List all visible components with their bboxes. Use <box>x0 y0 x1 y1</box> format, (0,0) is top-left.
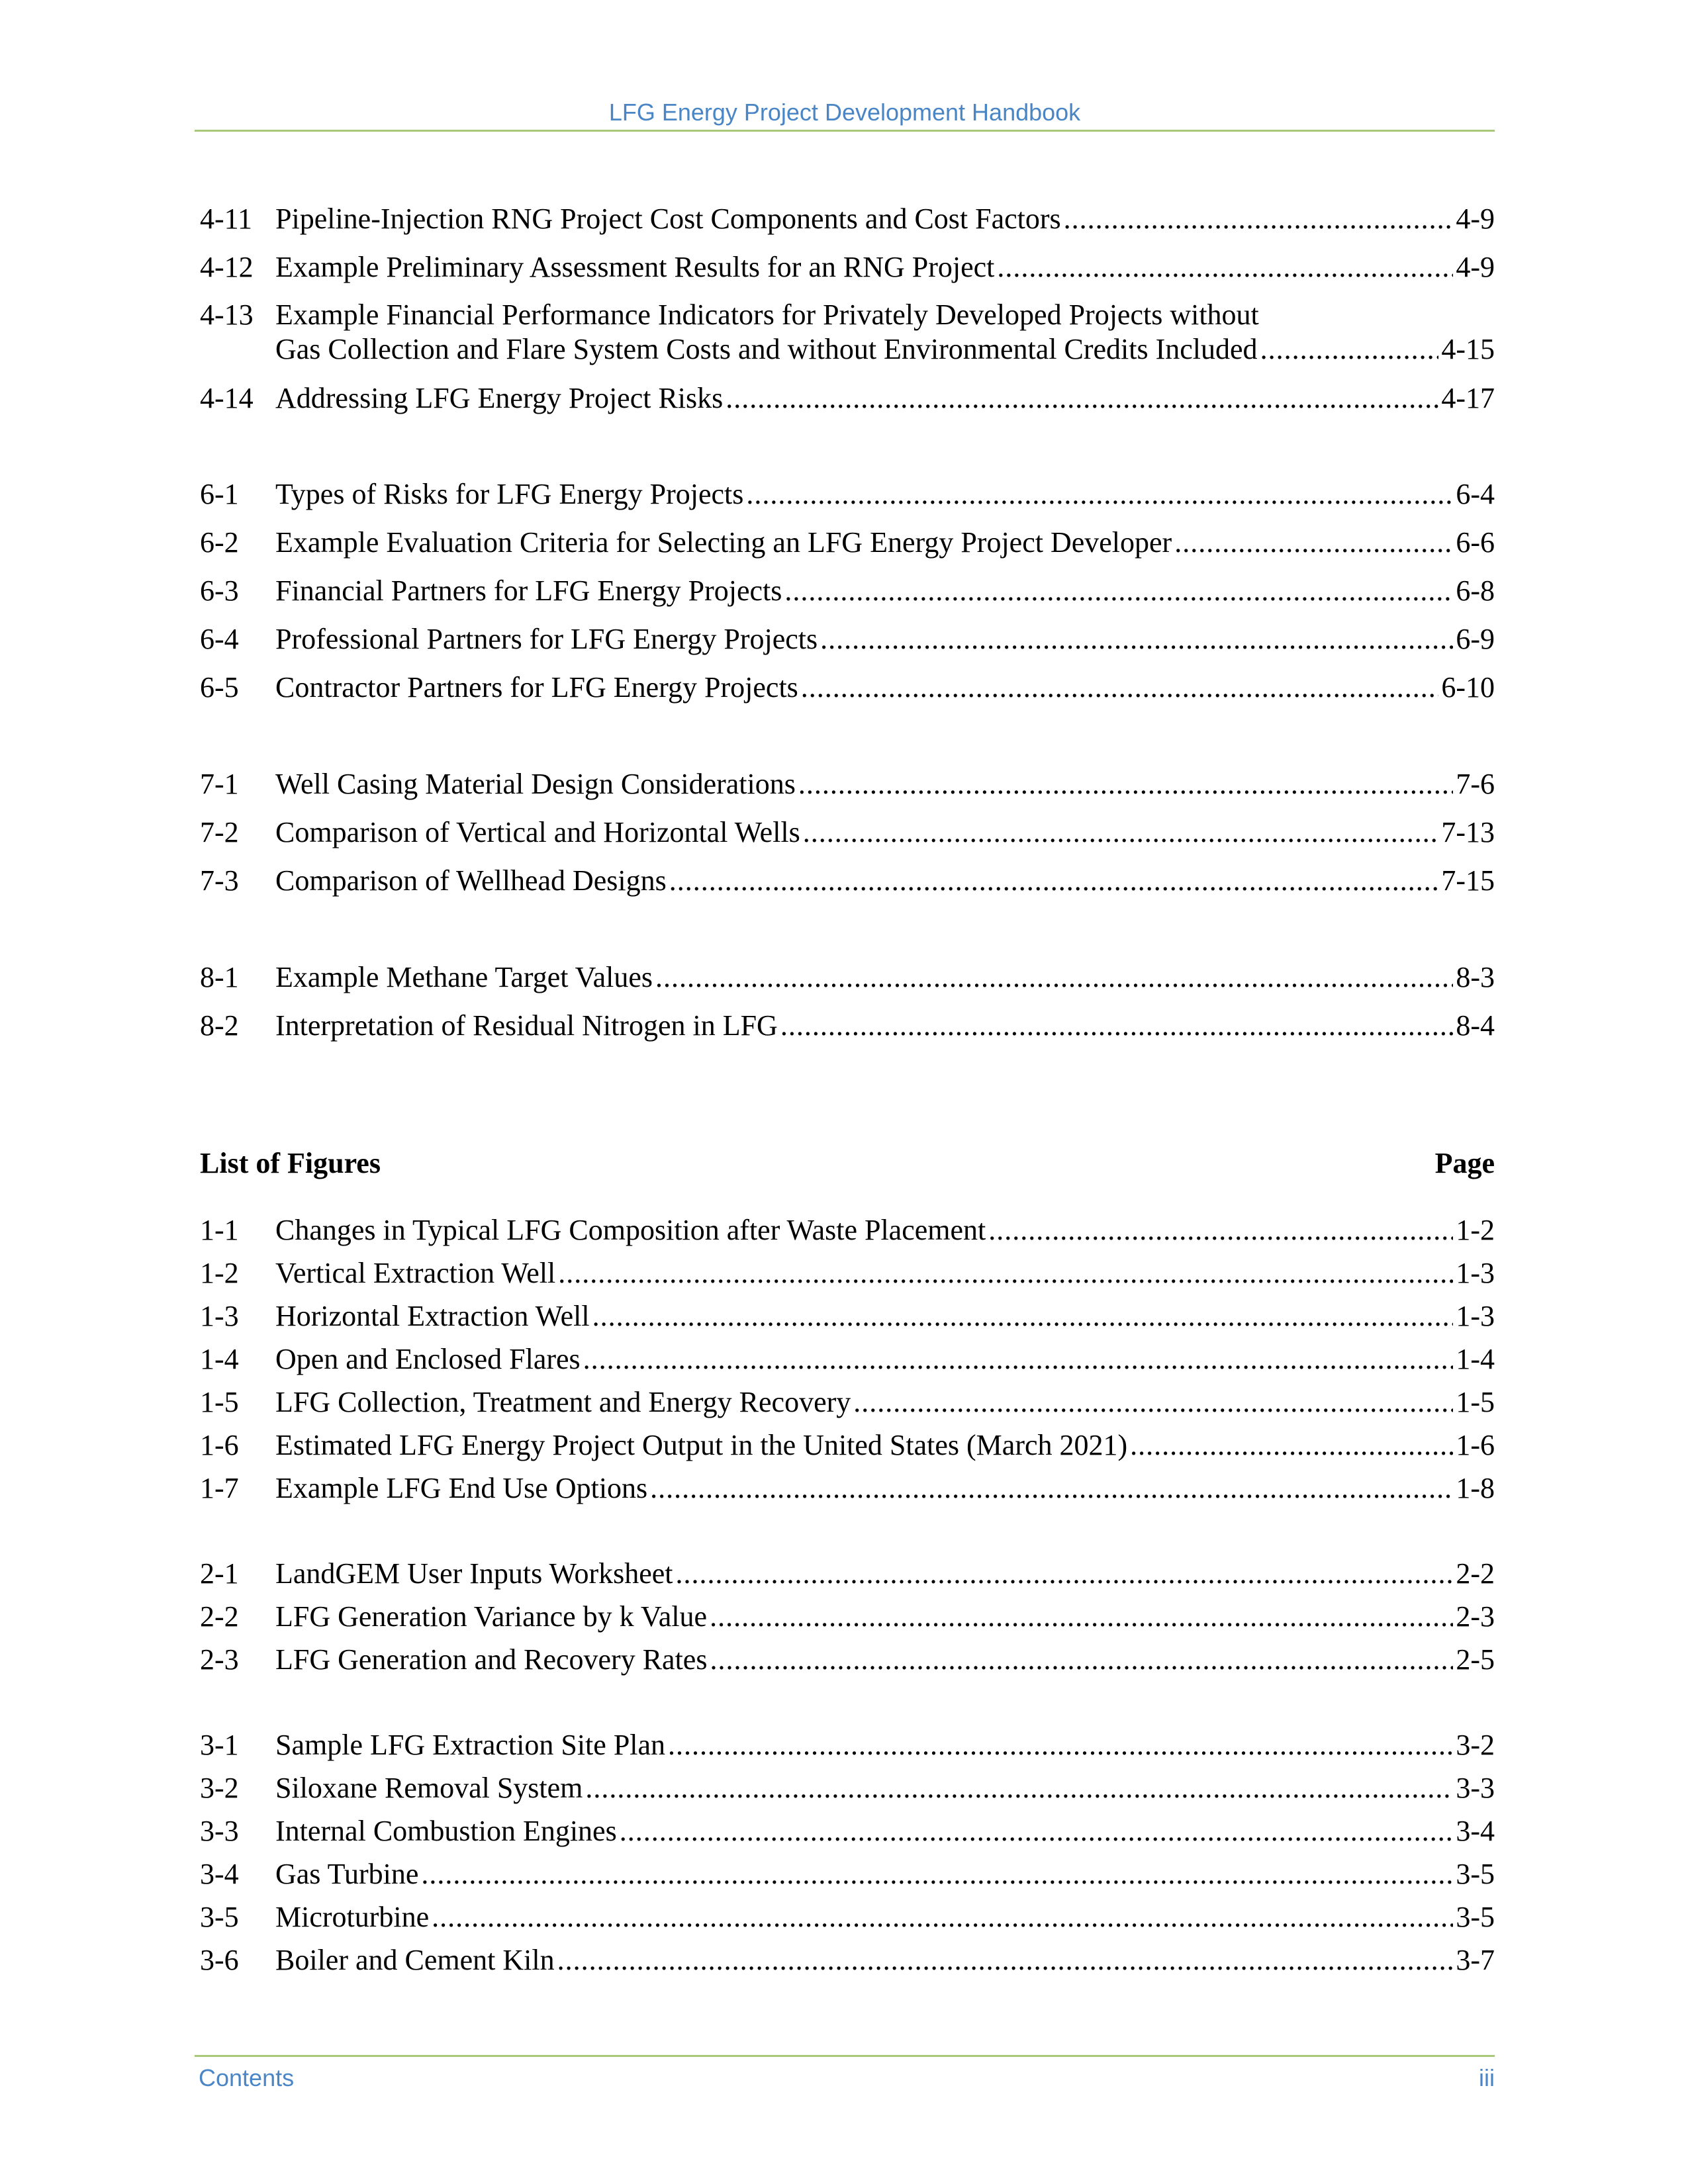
entry-page-number: 1-3 <box>1456 1300 1495 1332</box>
header-divider <box>195 130 1495 132</box>
entry-number: 3-4 <box>200 1858 239 1890</box>
dot-leaders <box>620 1814 1454 1848</box>
dot-leaders <box>820 622 1453 657</box>
entry-page-number: 1-2 <box>1456 1214 1495 1246</box>
page-column-heading: Page <box>1434 1147 1495 1179</box>
dot-leaders <box>432 1900 1453 1934</box>
dot-leaders <box>803 815 1439 850</box>
toc-entry[interactable] <box>200 1900 1495 1934</box>
toc-entry[interactable] <box>200 1299 1495 1334</box>
entry-page-number: 6-6 <box>1456 526 1495 559</box>
entry-number: 2-1 <box>200 1557 239 1590</box>
entry-number: 2-2 <box>200 1600 239 1633</box>
entry-title: LFG Generation Variance by k Value <box>275 1600 708 1633</box>
entry-page-number: 6-9 <box>1456 623 1495 655</box>
list-of-figures-heading <box>200 1146 1495 1181</box>
toc-entry[interactable] <box>200 574 1495 608</box>
entry-page-number: 3-5 <box>1456 1858 1495 1890</box>
entry-page-number: 2-5 <box>1456 1643 1495 1676</box>
running-header: LFG Energy Project Development Handbook <box>608 99 1081 126</box>
entry-number: 6-2 <box>200 526 239 559</box>
entry-page-number: 6-4 <box>1456 478 1495 510</box>
toc-entry[interactable] <box>200 1256 1495 1291</box>
entry-title: Example Methane Target Values <box>275 961 653 993</box>
dot-leaders <box>421 1857 1453 1891</box>
dot-leaders <box>558 1256 1453 1291</box>
entry-title: LandGEM User Inputs Worksheet <box>275 1557 673 1590</box>
dot-leaders <box>746 477 1453 512</box>
entry-title: Sample LFG Extraction Site Plan <box>275 1729 666 1761</box>
entry-page-number: 7-15 <box>1441 864 1495 897</box>
entry-number: 4-11 <box>200 203 253 235</box>
entry-number: 4-14 <box>200 382 254 414</box>
toc-entry[interactable] <box>200 960 1495 995</box>
dot-leaders <box>997 250 1453 285</box>
entry-number: 7-1 <box>200 768 239 800</box>
toc-entry[interactable] <box>200 1643 1495 1677</box>
entry-title: Gas Collection and Flare System Costs and without Environmental Credits Included <box>275 333 1258 365</box>
dot-leaders <box>710 1643 1453 1677</box>
dot-leaders <box>557 1943 1454 1978</box>
toc-entry[interactable] <box>200 525 1495 560</box>
toc-entry[interactable] <box>200 1342 1495 1377</box>
entry-number: 1-4 <box>200 1343 239 1375</box>
entry-title: Boiler and Cement Kiln <box>275 1944 555 1976</box>
dot-leaders <box>710 1600 1453 1634</box>
entry-page-number: 1-6 <box>1456 1429 1495 1461</box>
dot-leaders <box>1174 525 1453 560</box>
entry-title: Comparison of Vertical and Horizontal Wells <box>275 816 800 848</box>
toc-entry[interactable] <box>200 1557 1495 1591</box>
dot-leaders <box>1260 332 1439 367</box>
entry-title: Example Preliminary Assessment Results for an RNG Project <box>275 251 995 283</box>
entry-page-number: 4-9 <box>1456 203 1495 235</box>
dot-leaders <box>988 1213 1453 1248</box>
entry-title: Horizontal Extraction Well <box>275 1300 590 1332</box>
toc-entry[interactable] <box>200 1385 1495 1420</box>
entry-page-number: 7-6 <box>1456 768 1495 800</box>
entry-title: Example Evaluation Criteria for Selecting an LFG Energy Project Developer <box>275 526 1172 559</box>
entry-page-number: 4-17 <box>1441 382 1495 414</box>
dot-leaders <box>669 864 1439 898</box>
entry-number: 1-6 <box>200 1429 239 1461</box>
entry-number: 1-7 <box>200 1472 239 1504</box>
toc-entry[interactable] <box>200 202 1495 236</box>
entry-page-number: 3-2 <box>1456 1729 1495 1761</box>
entry-title: Estimated LFG Energy Project Output in the United States (March 2021) <box>275 1429 1128 1461</box>
dot-leaders <box>784 574 1453 608</box>
footer-divider <box>195 2055 1495 2057</box>
entry-page-number: 1-8 <box>1456 1472 1495 1504</box>
entry-number: 3-6 <box>200 1944 239 1976</box>
entry-title: Internal Combustion Engines <box>275 1815 617 1847</box>
entry-title: Microturbine <box>275 1901 430 1933</box>
entry-page-number: 3-5 <box>1456 1901 1495 1933</box>
dot-leaders <box>668 1728 1453 1762</box>
entry-page-number: 8-4 <box>1456 1009 1495 1042</box>
entry-number: 1-3 <box>200 1300 239 1332</box>
entry-number: 1-5 <box>200 1386 239 1418</box>
dot-leaders <box>592 1299 1454 1334</box>
dot-leaders <box>801 670 1439 705</box>
toc-entry[interactable] <box>200 767 1495 801</box>
entry-page-number: 4-15 <box>1441 333 1495 365</box>
toc-entry[interactable] <box>200 477 1495 512</box>
entry-number: 4-12 <box>200 251 254 283</box>
entry-page-number: 2-3 <box>1456 1600 1495 1633</box>
toc-entry[interactable] <box>200 1728 1495 1762</box>
entry-number: 6-5 <box>200 671 239 704</box>
toc-entry[interactable] <box>200 1009 1495 1043</box>
entry-number: 8-1 <box>200 961 239 993</box>
entry-number: 1-2 <box>200 1257 239 1289</box>
entry-title: Professional Partners for LFG Energy Projects <box>275 623 818 655</box>
toc-entry[interactable] <box>200 381 1495 416</box>
entry-number: 6-3 <box>200 574 239 607</box>
entry-number: 3-2 <box>200 1772 239 1804</box>
entry-page-number: 4-9 <box>1456 251 1495 283</box>
dot-leaders <box>1064 202 1454 236</box>
toc-entry[interactable] <box>200 250 1495 285</box>
dot-leaders <box>798 767 1453 801</box>
toc-entry[interactable] <box>200 864 1495 898</box>
dot-leaders <box>650 1471 1453 1506</box>
dot-leaders <box>655 960 1453 995</box>
entry-page-number: 7-13 <box>1441 816 1495 848</box>
entry-title: LFG Generation and Recovery Rates <box>275 1643 708 1676</box>
dot-leaders <box>1130 1428 1453 1463</box>
entry-title: Pipeline-Injection RNG Project Cost Components and Cost Factors <box>275 203 1061 235</box>
toc-entry[interactable] <box>200 622 1495 657</box>
toc-entry[interactable] <box>200 815 1495 850</box>
entry-title-line-1: Example Financial Performance Indicators for Privately Developed Projects without <box>275 298 1259 331</box>
entry-number: 3-5 <box>200 1901 239 1933</box>
toc-entry[interactable] <box>200 298 1495 367</box>
footer-section: Contents <box>199 2064 295 2091</box>
entry-number: 2-3 <box>200 1643 239 1676</box>
toc-entry[interactable] <box>200 1428 1495 1463</box>
toc-entry[interactable] <box>200 1771 1495 1805</box>
entry-title: Gas Turbine <box>275 1858 419 1890</box>
footer-page-number: iii <box>1479 2064 1495 2091</box>
dot-leaders <box>853 1385 1453 1420</box>
dot-leaders <box>676 1557 1454 1591</box>
entry-page-number: 6-10 <box>1441 671 1495 704</box>
entry-title: Open and Enclosed Flares <box>275 1343 581 1375</box>
entry-title: Types of Risks for LFG Energy Projects <box>275 478 744 510</box>
entry-number: 7-3 <box>200 864 239 897</box>
entry-title: Interpretation of Residual Nitrogen in LFG <box>275 1009 778 1042</box>
dot-leaders <box>726 381 1438 416</box>
toc-entry[interactable] <box>200 1471 1495 1506</box>
dot-leaders <box>583 1342 1454 1377</box>
entry-page-number: 1-5 <box>1456 1386 1495 1418</box>
entry-number: 8-2 <box>200 1009 239 1042</box>
entry-page-number: 6-8 <box>1456 574 1495 607</box>
entry-number: 4-13 <box>200 298 254 331</box>
toc-entry[interactable] <box>200 1814 1495 1848</box>
entry-page-number: 3-7 <box>1456 1944 1495 1976</box>
entry-title: Siloxane Removal System <box>275 1772 583 1804</box>
entry-number: 7-2 <box>200 816 239 848</box>
entry-page-number: 1-3 <box>1456 1257 1495 1289</box>
entry-title: Addressing LFG Energy Project Risks <box>275 382 724 414</box>
entry-number: 3-1 <box>200 1729 239 1761</box>
entry-page-number: 2-2 <box>1456 1557 1495 1590</box>
entry-title: LFG Collection, Treatment and Energy Recovery <box>275 1386 851 1418</box>
entry-page-number: 3-4 <box>1456 1815 1495 1847</box>
entry-title: Well Casing Material Design Considerations <box>275 768 796 800</box>
entry-title: Example LFG End Use Options <box>275 1472 648 1504</box>
entry-title: Vertical Extraction Well <box>275 1257 556 1289</box>
entry-title: Contractor Partners for LFG Energy Projects <box>275 671 798 704</box>
entry-number: 1-1 <box>200 1214 239 1246</box>
list-of-figures-title: List of Figures <box>200 1147 381 1179</box>
entry-title: Comparison of Wellhead Designs <box>275 864 667 897</box>
entry-page-number: 8-3 <box>1456 961 1495 993</box>
dot-leaders <box>780 1009 1454 1043</box>
entry-title: Changes in Typical LFG Composition after Waste Placement <box>275 1214 986 1246</box>
toc-entry[interactable] <box>200 1213 1495 1248</box>
entry-number: 6-4 <box>200 623 239 655</box>
entry-page-number: 3-3 <box>1456 1772 1495 1804</box>
entry-page-number: 1-4 <box>1456 1343 1495 1375</box>
toc-entry[interactable] <box>200 1600 1495 1634</box>
entry-number: 3-3 <box>200 1815 239 1847</box>
toc-entry[interactable] <box>200 1857 1495 1891</box>
entry-title: Financial Partners for LFG Energy Projects <box>275 574 782 607</box>
dot-leaders <box>585 1771 1453 1805</box>
toc-entry[interactable] <box>200 670 1495 705</box>
entry-number: 6-1 <box>200 478 239 510</box>
toc-entry[interactable] <box>200 1943 1495 1978</box>
